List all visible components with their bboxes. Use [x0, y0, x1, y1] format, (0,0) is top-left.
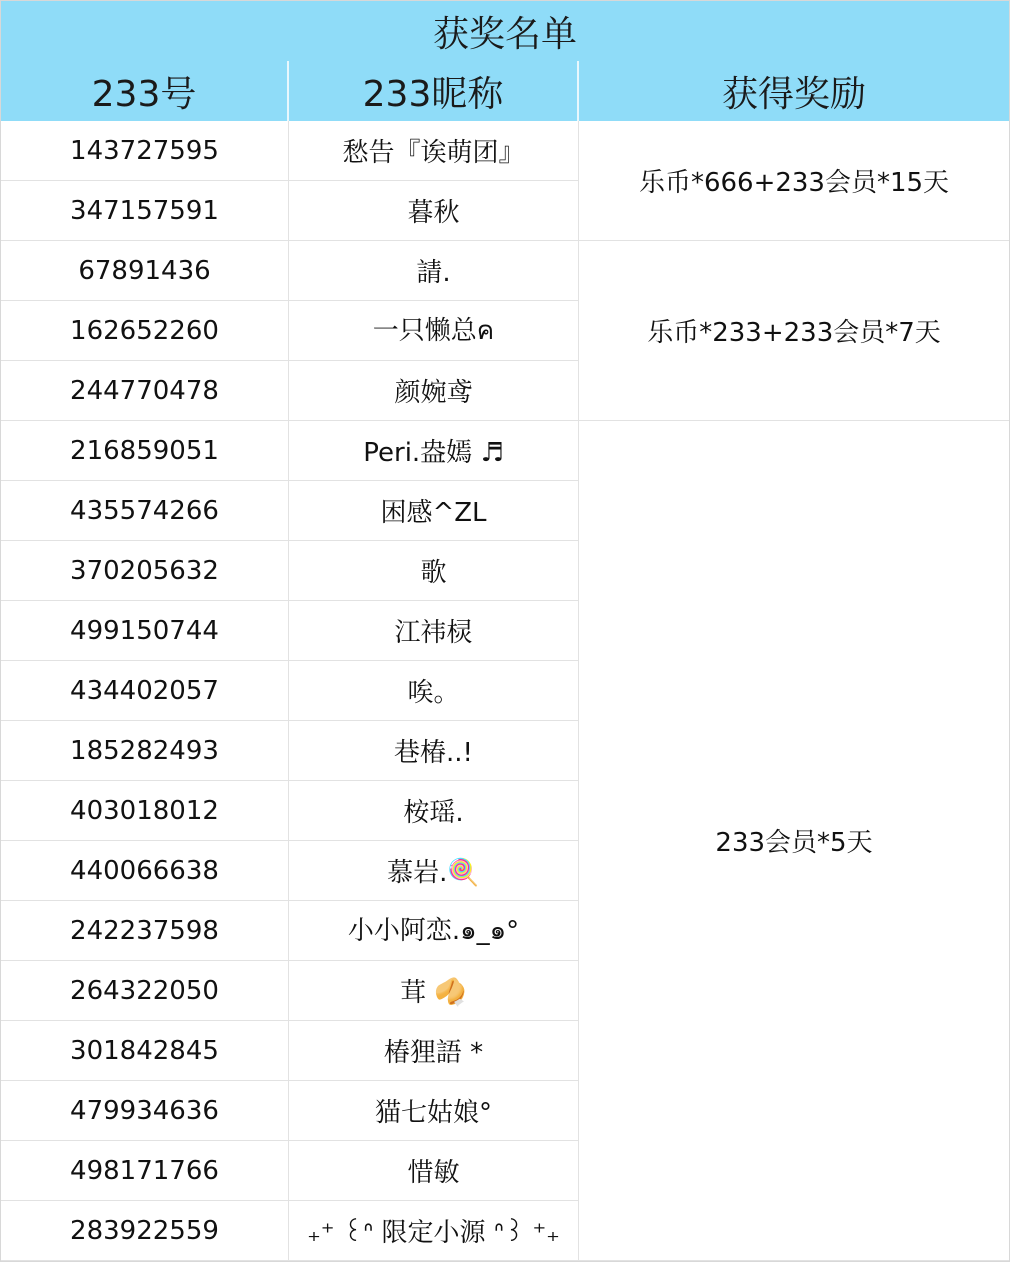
- cell-nickname: 慕岩.🍭: [289, 841, 579, 901]
- cell-id: 499150744: [1, 601, 289, 661]
- header-nickname: 233昵称: [289, 61, 579, 121]
- cell-nickname: 巷椿..!: [289, 721, 579, 781]
- table-title: 获奖名单: [1, 1, 1009, 62]
- cell-id: 143727595: [1, 121, 289, 181]
- cell-id: 434402057: [1, 661, 289, 721]
- reward-cell-second: 乐币*233+233会员*7天: [579, 241, 1009, 421]
- reward-cell-first: 乐币*666+233会员*15天: [579, 121, 1009, 241]
- cell-nickname: 困感^ZL: [289, 481, 579, 541]
- cell-id: 479934636: [1, 1081, 289, 1141]
- cell-nickname: 桉瑶.: [289, 781, 579, 841]
- cell-nickname: 愁告『诶萌团』: [289, 121, 579, 181]
- cell-id: 301842845: [1, 1021, 289, 1081]
- cell-id: 403018012: [1, 781, 289, 841]
- cell-id: 440066638: [1, 841, 289, 901]
- cell-id: 435574266: [1, 481, 289, 541]
- cell-id: 498171766: [1, 1141, 289, 1201]
- cell-nickname: 江祎棂: [289, 601, 579, 661]
- cell-nickname: 歌: [289, 541, 579, 601]
- cell-id: 162652260: [1, 301, 289, 361]
- cell-nickname: 唉。: [289, 661, 579, 721]
- cell-id: 185282493: [1, 721, 289, 781]
- cell-nickname: 暮秋: [289, 181, 579, 241]
- cell-nickname: ₊⁺ ꒰ᐢ 限定小源 ᐢ꒱ ⁺₊: [289, 1201, 579, 1261]
- header-row: [1, 61, 1009, 121]
- cell-id: 244770478: [1, 361, 289, 421]
- table-body: [1, 121, 1009, 1261]
- header-reward: 获得奖励: [579, 61, 1009, 121]
- cell-nickname: 颜婉鸢: [289, 361, 579, 421]
- cell-nickname: 請.: [289, 241, 579, 301]
- cell-id: 264322050: [1, 961, 289, 1021]
- cell-id: 216859051: [1, 421, 289, 481]
- cell-nickname: 惜敏: [289, 1141, 579, 1201]
- reward-cell-third: 233会员*5天: [579, 421, 1009, 1261]
- cell-id: 370205632: [1, 541, 289, 601]
- header-id: 233号: [1, 61, 289, 121]
- cell-id: 283922559: [1, 1201, 289, 1261]
- cell-id: 347157591: [1, 181, 289, 241]
- cell-nickname: Peri.盎嫣 ♬: [289, 421, 579, 481]
- cell-nickname: 小小阿恋.๑_๑°: [289, 901, 579, 961]
- cell-id: 242237598: [1, 901, 289, 961]
- cell-nickname: 猫七姑娘°: [289, 1081, 579, 1141]
- cell-nickname: 一只懒总ค: [289, 301, 579, 361]
- cell-nickname: 茸 🥠: [289, 961, 579, 1021]
- cell-id: 67891436: [1, 241, 289, 301]
- cell-nickname: 椿狸語 *: [289, 1021, 579, 1081]
